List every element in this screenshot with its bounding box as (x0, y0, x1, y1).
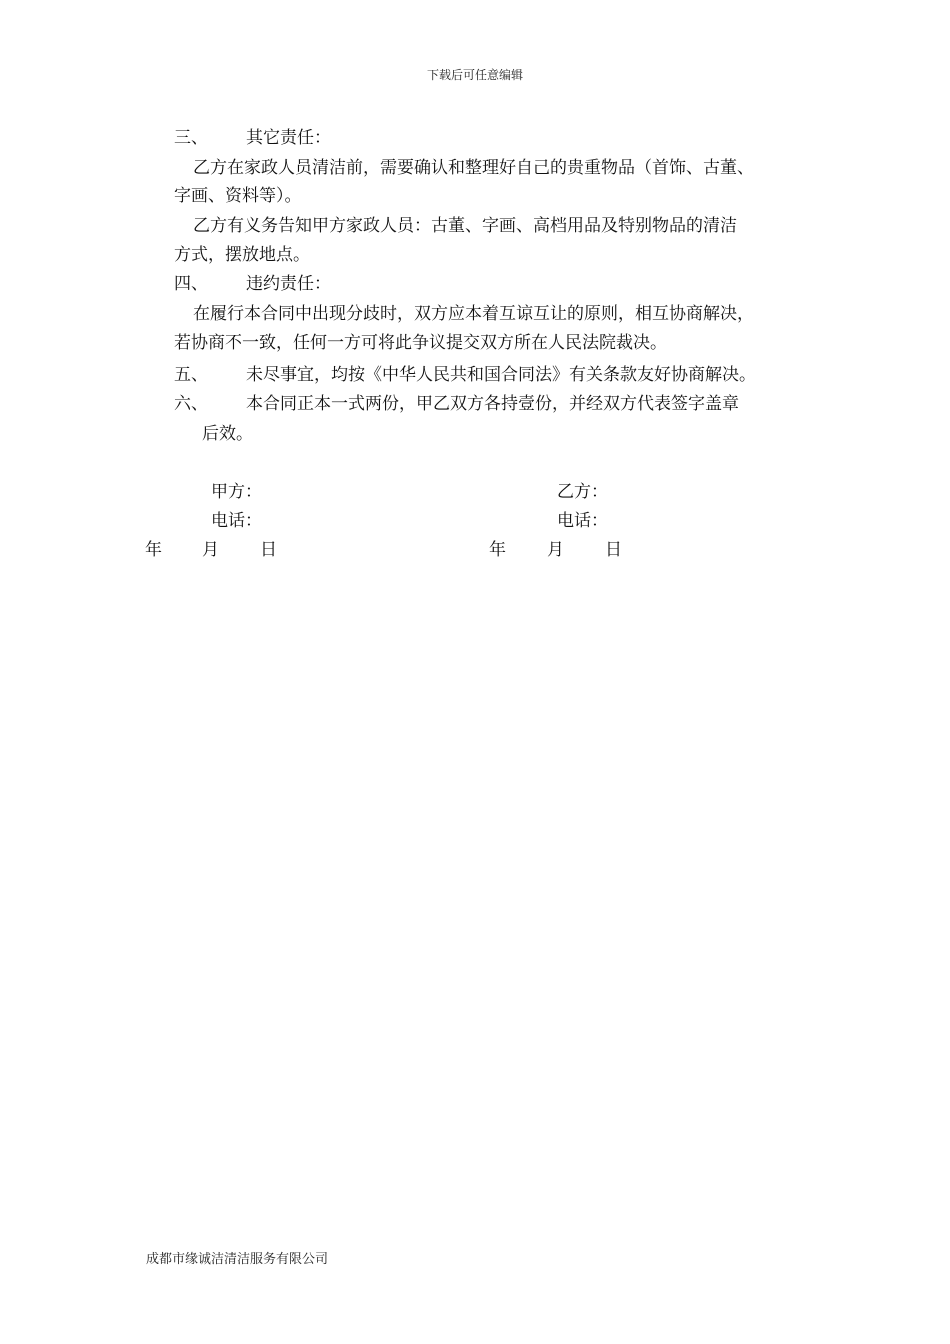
section-3-para-1-line-2: 字画、资料等）。 (174, 186, 302, 206)
section-6-line-2: 后效。 (202, 424, 253, 444)
page-footer-company: 成都市缘诚洁清洁服务有限公司 (146, 1252, 329, 1267)
section-5-number: 五、 (174, 365, 208, 385)
section-3-number: 三、 (174, 128, 208, 148)
party-b-label: 乙方： (557, 482, 608, 502)
section-3-para-2-line-2: 方式，摆放地点。 (174, 245, 310, 265)
party-b-date-day: 日 (605, 540, 622, 560)
party-a-phone-label: 电话： (211, 511, 262, 531)
party-a-date-month: 月 (202, 540, 219, 560)
party-a-date-day: 日 (260, 540, 277, 560)
party-a-date-year: 年 (145, 540, 162, 560)
section-6-number: 六、 (174, 394, 208, 414)
section-4-number: 四、 (174, 274, 208, 294)
section-4-para-1-line-2: 若协商不一致，任何一方可将此争议提交双方所在人民法院裁决。 (174, 333, 667, 353)
party-b-date-year: 年 (489, 540, 506, 560)
party-b-date-month: 月 (547, 540, 564, 560)
party-b-phone-label: 电话： (557, 511, 608, 531)
section-4-para-1-line-1: 在履行本合同中出现分歧时，双方应本着互谅互让的原则，相互协商解决， (193, 304, 754, 324)
section-5-text: 未尽事宜，均按《中华人民共和国合同法》有关条款友好协商解决。 (246, 365, 756, 385)
section-3-title: 其它责任： (246, 128, 331, 148)
section-4-title: 违约责任： (246, 274, 331, 294)
section-6-line-1: 本合同正本一式两份，甲乙双方各持壹份，并经双方代表签字盖章 (246, 394, 739, 414)
party-a-label: 甲方： (211, 482, 262, 502)
page-header: 下载后可任意编辑 (426, 68, 523, 82)
section-3-para-2-line-1: 乙方有义务告知甲方家政人员：古董、字画、高档用品及特别物品的清洁 (193, 216, 737, 236)
section-3-para-1-line-1: 乙方在家政人员清洁前，需要确认和整理好自己的贵重物品（首饰、古董、 (193, 158, 754, 178)
